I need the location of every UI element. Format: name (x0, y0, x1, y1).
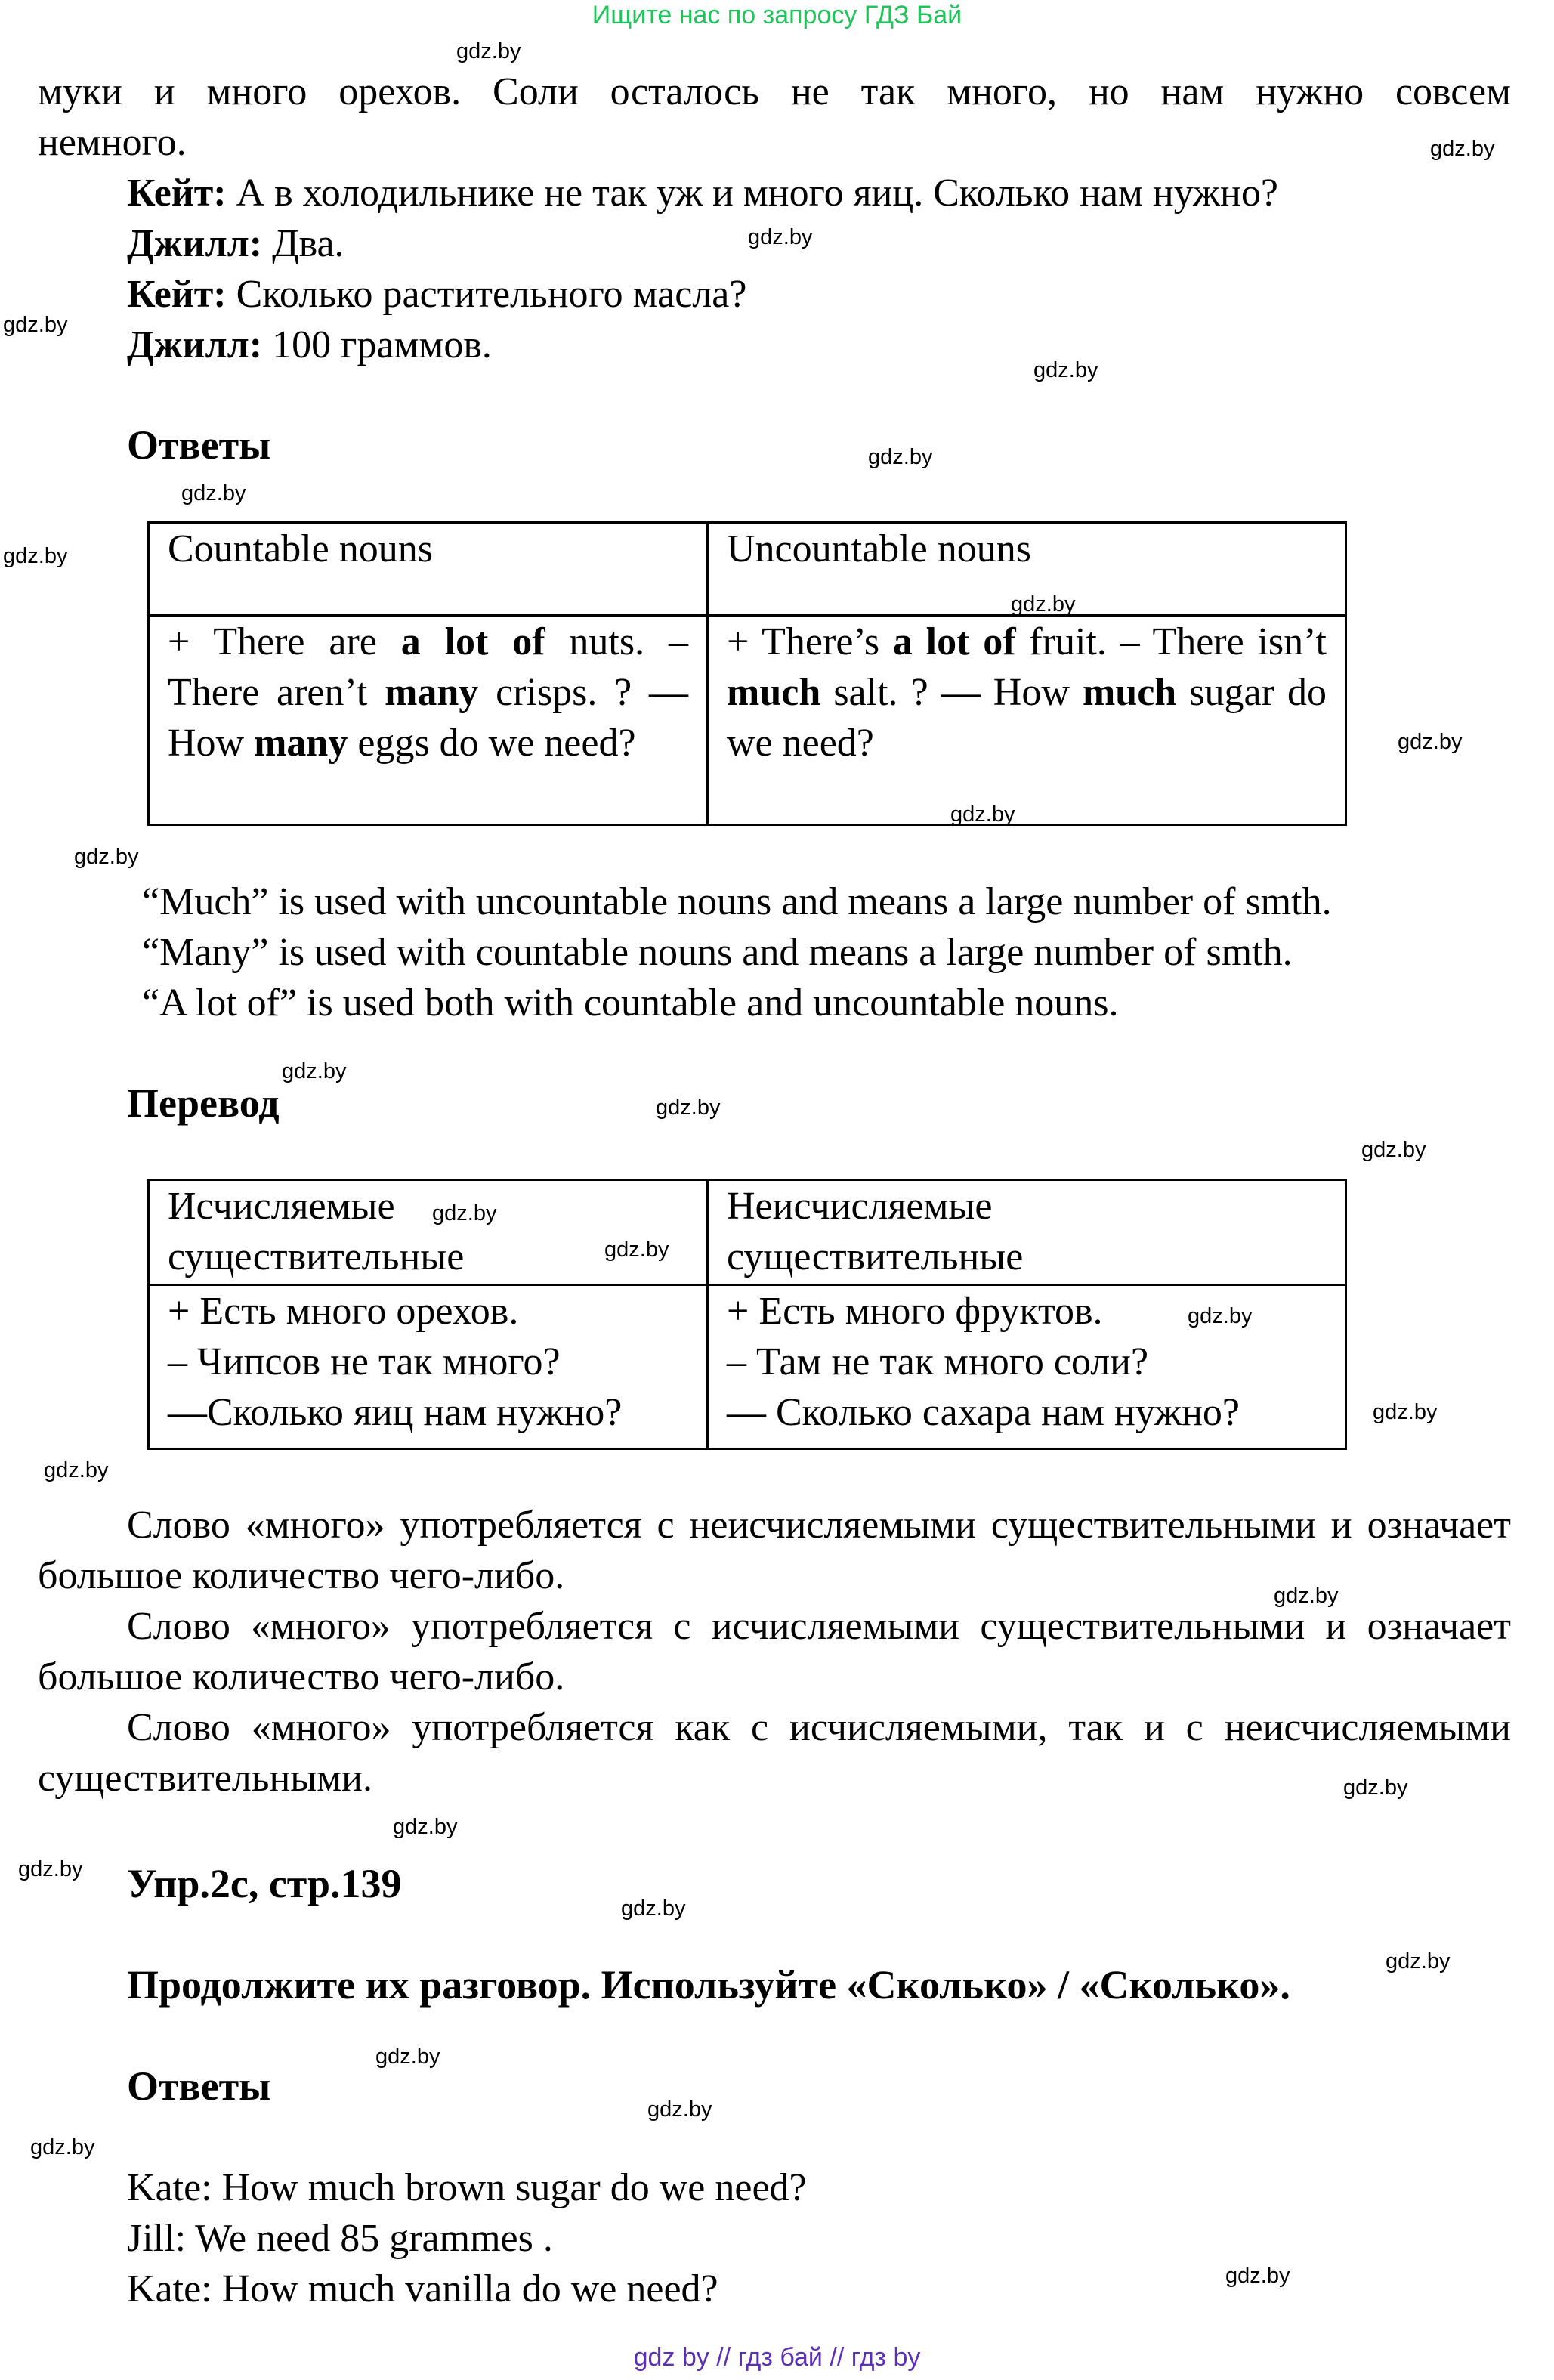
watermark: gdz.by (18, 1857, 83, 1881)
translation-heading: Перевод (127, 1080, 280, 1126)
cell-uncountable-ru: + Есть много фруктов. – Там не так много соли? — Сколько сахара нам нужно? (708, 1285, 1346, 1449)
cell-countable-ru: + Есть много орехов. – Чипсов не так много? —Сколько яиц нам нужно? (149, 1285, 708, 1449)
exercise-answers-heading: Ответы (127, 2063, 271, 2109)
note-many: “Many” is used with countable nouns and means a large number of smth. (142, 931, 1293, 974)
dialogue-line-3 (127, 269, 746, 320)
exercise-answer-line-2: Jill: We need 85 grammes . (127, 2217, 553, 2260)
dialogue-line-1 (127, 168, 1278, 218)
watermark: gdz.by (604, 1238, 669, 1262)
watermark: gdz.by (868, 445, 933, 469)
cell-uncountable-examples: + There’s a lot of fruit. – There isn’t much salt. ? — How much sugar do we need? (708, 616, 1346, 825)
watermark: gdz.by (950, 802, 1015, 827)
dialogue-text: А в холодильнике не так уж и много яиц. Сколько нам нужно? (226, 172, 1278, 215)
note-much: “Much” is used with uncountable nouns and means a large number of smth. (142, 880, 1332, 923)
exercise-title: Упр.2с, стр.139 (127, 1861, 402, 1906)
watermark: gdz.by (44, 1458, 109, 1482)
watermark: gdz.by (1386, 1949, 1451, 1974)
note-a-lot-of: “A lot of” is used both with countable and uncountable nouns. (142, 981, 1119, 1025)
translation-paragraph-1: Слово «много» употребляется с неисчисляемыми существительными и означает большое количество чего-либо. (38, 1504, 1511, 1597)
translation-table (147, 1179, 1347, 1450)
dialogue-text: Сколько растительного масла? (226, 273, 747, 316)
watermark: gdz.by (1373, 1400, 1438, 1424)
watermark: gdz.by (1361, 1138, 1426, 1162)
exercise-task: Продолжите их разговор. Используйте «Сколько» / «Сколько». (127, 1962, 1290, 2008)
speaker: Кейт: (127, 172, 227, 215)
watermark: gdz.by (1398, 730, 1463, 754)
watermark: gdz.by (181, 481, 246, 505)
dialogue-line-4 (127, 320, 492, 370)
watermark: gdz.by (656, 1096, 721, 1120)
watermark: gdz.by (1274, 1584, 1339, 1608)
watermark: gdz.by (432, 1201, 497, 1226)
intro-line-2: немного. (38, 121, 187, 164)
watermark: gdz.by (74, 845, 139, 869)
watermark: gdz.by (1343, 1776, 1408, 1800)
watermark: gdz.by (3, 544, 68, 568)
watermark: gdz.by (30, 2135, 95, 2159)
watermark: gdz.by (456, 39, 521, 63)
watermark: gdz.by (621, 1896, 686, 1921)
watermark: gdz.by (282, 1059, 347, 1083)
watermark: gdz.by (1033, 358, 1098, 382)
translation-paragraph-2: Слово «много» употребляется с исчисляемыми существительными и означает большое количество чего-либо. (38, 1605, 1511, 1698)
footer: gdz by // гдз бай // гдз by (633, 2343, 921, 2372)
watermark: gdz.by (1430, 137, 1495, 161)
header-countable: Countable nouns (149, 523, 708, 616)
watermark: gdz.by (393, 1815, 458, 1839)
watermark: gdz.by (375, 2045, 440, 2069)
dialogue-text: Два. (262, 222, 344, 265)
speaker: Джилл: (127, 222, 263, 265)
header-uncountable: Uncountable nouns (708, 523, 1346, 616)
speaker: Джилл: (127, 323, 263, 366)
header-uncountable-ru: Неисчисляемые существительные (708, 1180, 1346, 1285)
dialogue-line-2 (127, 218, 344, 269)
dialogue-text: 100 граммов. (262, 323, 492, 366)
top-banner: Ищите нас по запросу ГДЗ Бай (592, 1, 962, 29)
watermark: gdz.by (647, 2097, 712, 2122)
cell-countable-examples: + There are a lot of nuts. – There aren’t many crisps. ? — How many eggs do we need? (149, 616, 708, 825)
translation-paragraph-3: Слово «много» употребляется как с исчисляемыми, так и с неисчисляемыми существительными. (38, 1706, 1511, 1800)
answers-heading: Ответы (127, 422, 271, 468)
watermark: gdz.by (1188, 1304, 1253, 1328)
intro-line-1: муки и много орехов. Соли осталось не так много, но нам нужно совсем (38, 70, 1511, 113)
header-countable-ru: Исчисляемые существительные (149, 1180, 708, 1285)
exercise-answer-line-3: Kate: How much vanilla do we need? (127, 2267, 718, 2310)
watermark: gdz.by (1011, 592, 1076, 617)
watermark: gdz.by (3, 313, 68, 337)
exercise-answer-line-1: Kate: How much brown sugar do we need? (127, 2166, 807, 2209)
watermark: gdz.by (748, 225, 813, 249)
watermark: gdz.by (1225, 2264, 1290, 2288)
speaker: Кейт: (127, 273, 227, 316)
countable-table (147, 521, 1347, 826)
